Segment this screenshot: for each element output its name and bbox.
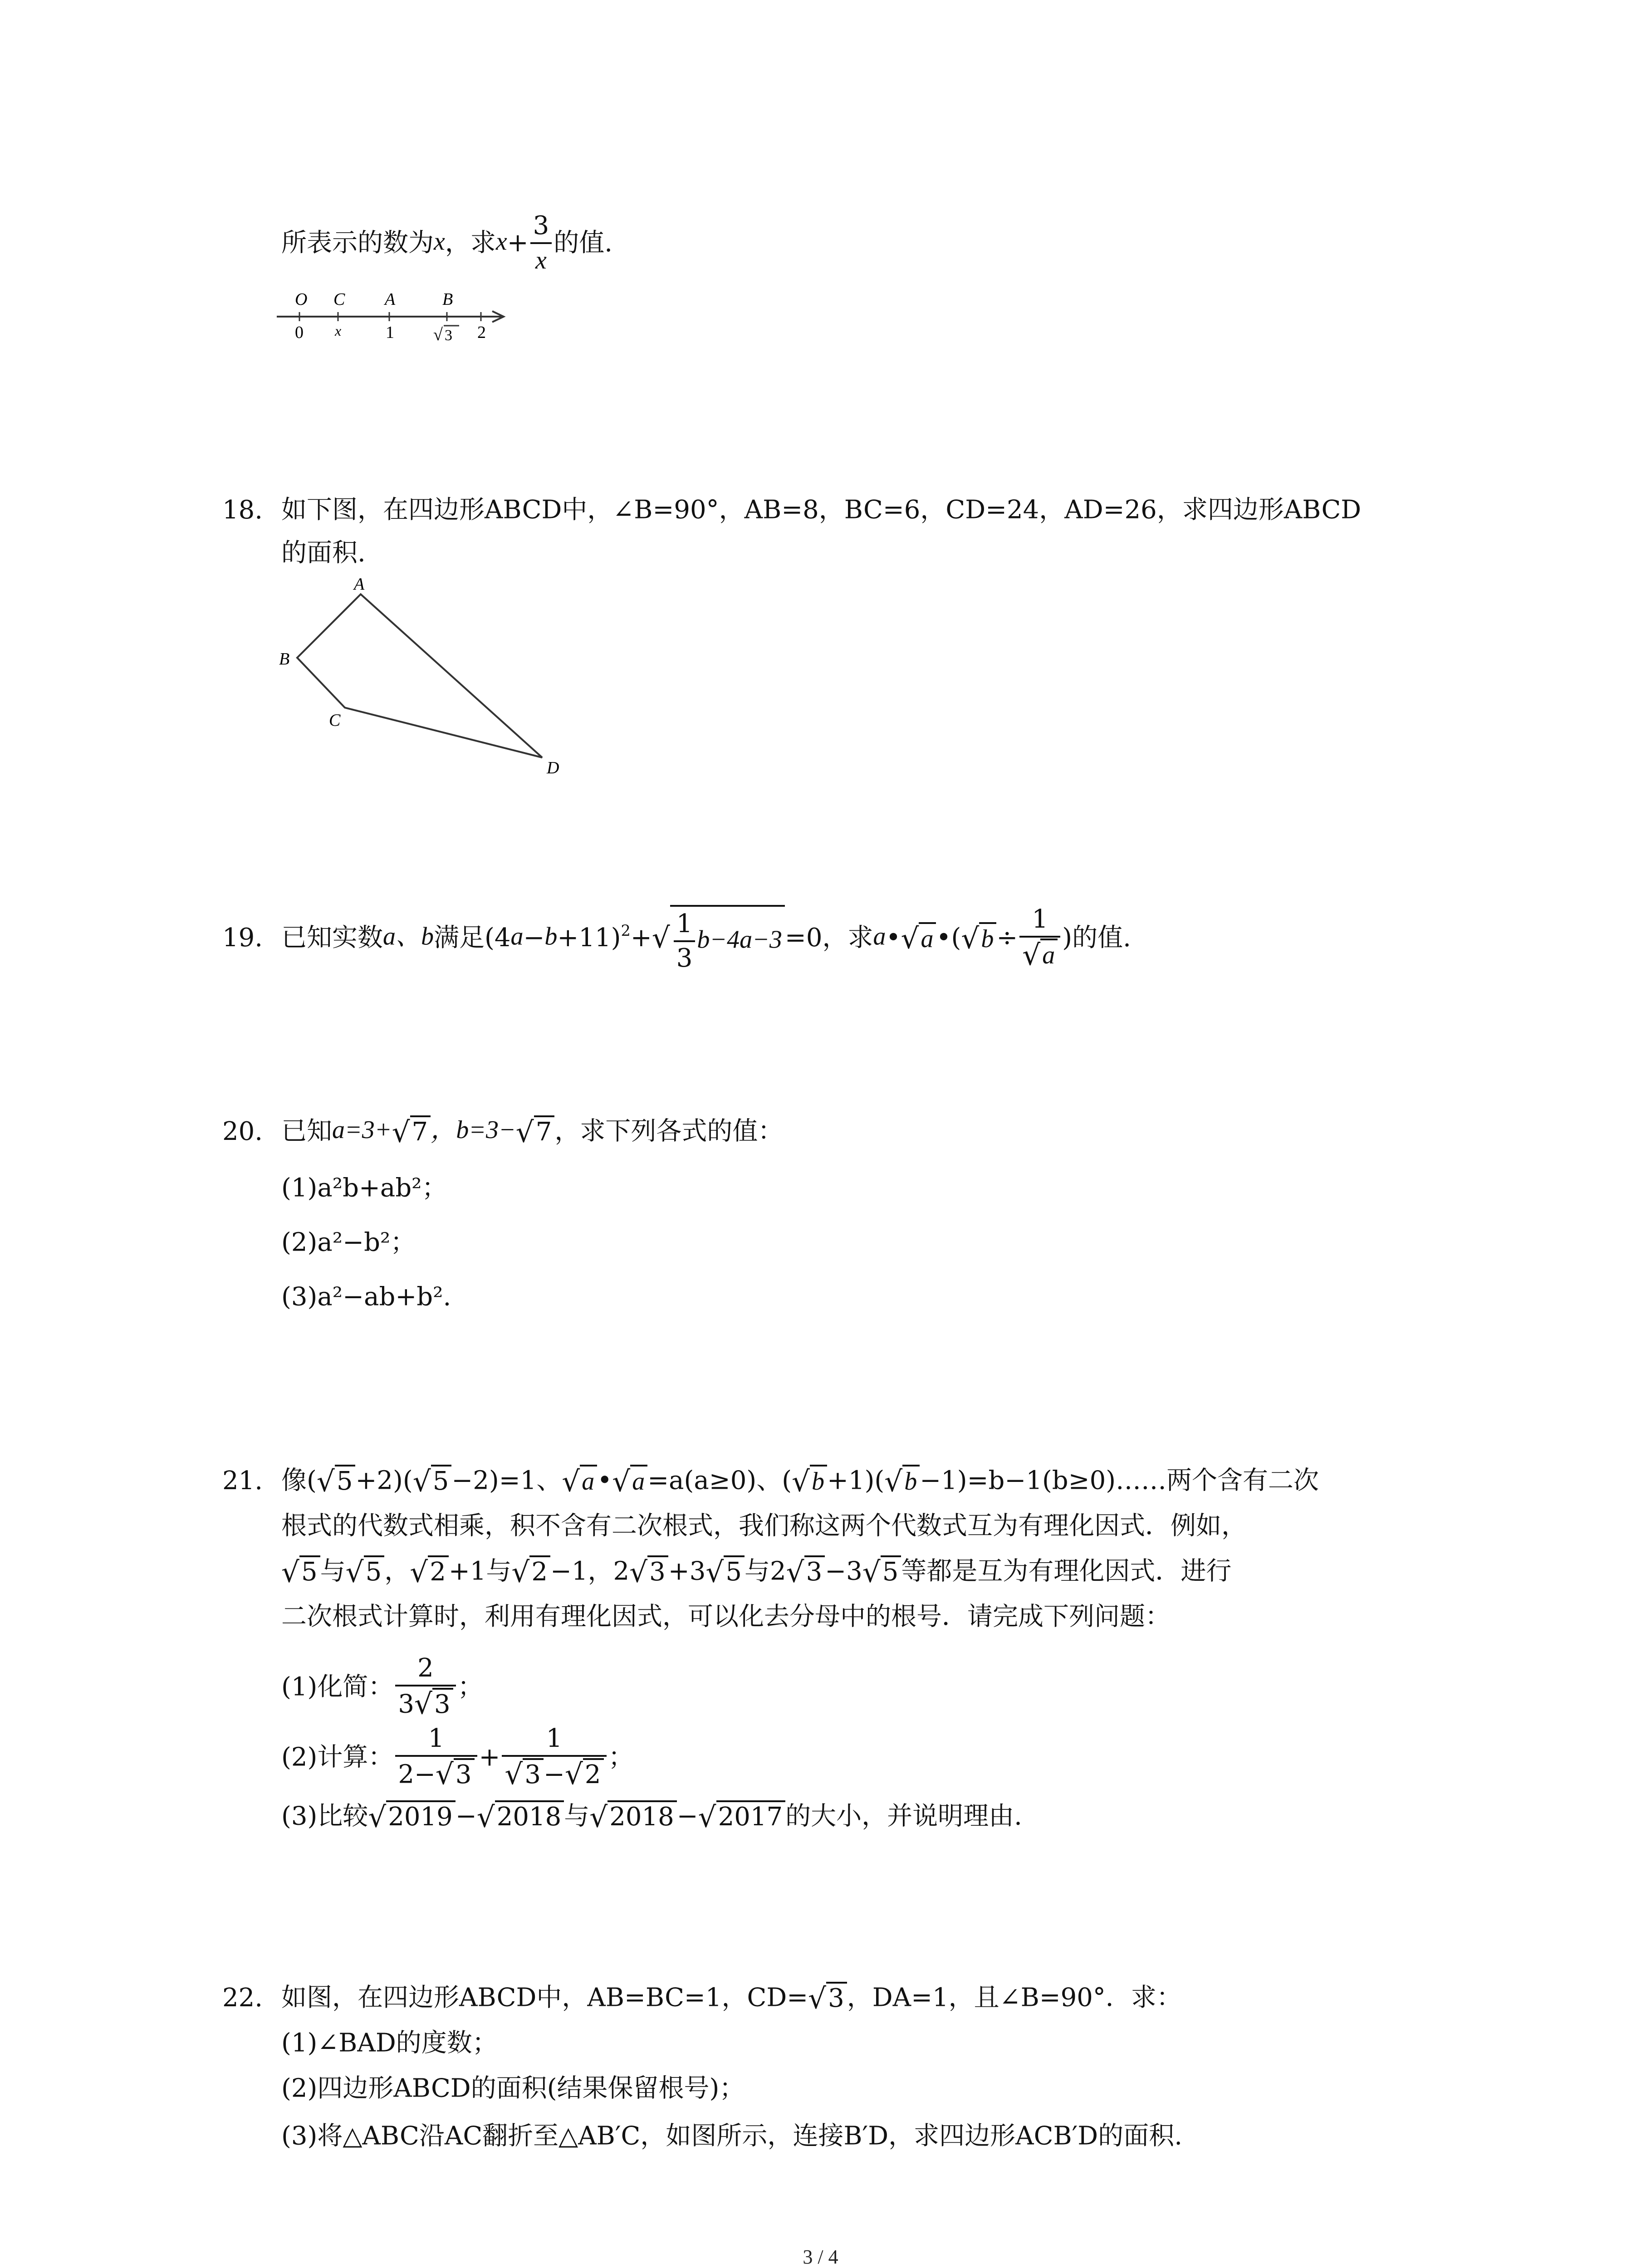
page-number: 3 / 4 [803, 2246, 838, 2268]
q21-number: 21. [222, 1466, 263, 1496]
nl-tick-sqrt3: 3 [445, 327, 452, 344]
q19-fraction: $\frac{1}{√a}$ [1019, 907, 1060, 970]
q21-line2: 根式的代数式相乘，积不含有二次根式，我们称这两个代数式互为有理化因式．例如， [281, 1511, 1247, 1541]
q18-number: 18. [222, 495, 263, 525]
q20-part2: (2)a²−b²； [281, 1227, 416, 1257]
q22-line1: 22. 如图，在四边形ABCD中，AB=BC=1，CD=√3 ，DA=1，且∠B=90°．求： [222, 1982, 1182, 2015]
q20-part3: (3)a²−ab+b². [281, 1282, 451, 1312]
q20-number: 20. [222, 1116, 263, 1146]
q21-part2: (2)计算： $\frac{1}{2-√3}$ + $\frac{1}{√3 -√2}$ ； [281, 1724, 634, 1791]
q19-line: 19. 已知实数a、b满足$(4a-b+11)^2+√$ $\frac{1}{3}$ b−4a−3 =0，求a•√a •(√b ÷ $\frac{1}{√a}$ )的值. [222, 904, 1131, 973]
nl-label-b: B [442, 290, 453, 309]
q21-part3: (3)比较√2019 −√2018 与√2018 −√2017 的大小，并说明理由. [281, 1800, 1022, 1834]
number-line-figure [272, 286, 526, 354]
nl-label-c: C [333, 290, 345, 309]
q22-part1: (1)∠BAD的度数； [281, 2028, 498, 2058]
q20-part1: (1)a²b+ab²； [281, 1173, 447, 1203]
q21-p2-fraction1: $\frac{1}{2-√3}$ [395, 1726, 477, 1789]
q18-quadrilateral-figure [272, 574, 581, 782]
q21-line4: 二次根式计算时，利用有理化因式，可以化去分母中的根号．请完成下列问题： [281, 1602, 1171, 1632]
q18-label-a: A [354, 575, 365, 594]
nl-tick-2: 2 [477, 323, 486, 342]
nl-label-o: O [295, 290, 308, 309]
nl-tick-x: x [335, 323, 342, 339]
q21-line3: √5 与√5 ，√2 +1与√2 −1，2√3 +3√5 与2√3 −3√5 等都是互为有理化因式．进行 [281, 1555, 1232, 1589]
q18-label-c: C [329, 711, 341, 730]
nl-tick-0: 0 [295, 323, 304, 342]
q17-continuation: 所表示的数为x，求x+ $\frac{3}{x}$ 的值. [281, 211, 613, 274]
q21-part1: (1)化简： $\frac{2}{3√3}$ ； [281, 1653, 483, 1721]
q21-p1-fraction: $\frac{2}{3√3}$ [395, 1656, 456, 1719]
q19-big-radical: √ $\frac{1}{3}$ b−4a−3 [652, 905, 785, 971]
q20-line1: 20. 已知a=3+√7 ，b=3−√7 ，求下列各式的值： [222, 1115, 784, 1149]
q18-line1: 18. 如下图，在四边形ABCD中，∠B=90°，AB=8，BC=6，CD=24，AD=26，求四边形ABCD [222, 492, 1361, 527]
q17-fraction: $\frac{3}{x}$ [530, 213, 552, 273]
q21-p2-fraction2: $\frac{1}{√3 -√2}$ [502, 1726, 606, 1789]
q22-part2: (2)四边形ABCD的面积(结果保留根号)； [281, 2073, 745, 2103]
q22-part3: (3)将△ABC沿AC翻折至△AB′C，如图所示，连接B′D，求四边形ACB′D的面积. [281, 2121, 1183, 2151]
q18-line2: 的面积. [281, 538, 366, 568]
q18-label-d: D [547, 758, 559, 777]
nl-sqrt-sign: √ [433, 325, 443, 344]
q21-line1: 21. 像(√5 +2)(√5 −2)=1、√a •√a =a(a≥0)、(√b +1)(√b −1)=b−1(b≥0)……两个含有二次 [222, 1465, 1319, 1498]
nl-tick-1: 1 [386, 323, 394, 342]
q22-number: 22. [222, 1983, 263, 2013]
q19-number: 19. [222, 923, 263, 953]
q18-label-b: B [279, 650, 290, 669]
nl-label-a: A [385, 290, 396, 309]
